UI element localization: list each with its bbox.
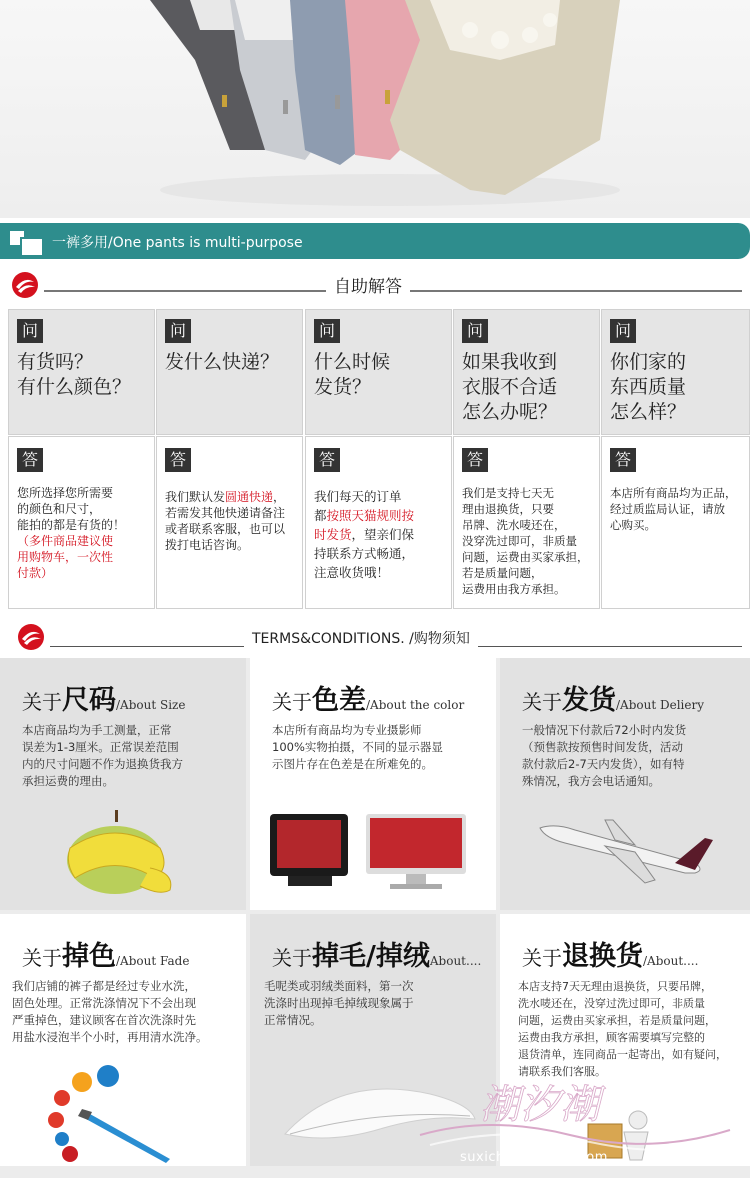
product-photo (0, 0, 750, 218)
answer-segment: 本店所有商品均为正品， 经过质监局认证，请放 心购买。 (610, 486, 737, 532)
answer-text (610, 485, 745, 533)
question-text: 什么时候 发货？ (314, 351, 391, 398)
answer-text (165, 489, 298, 553)
question-tag: 问 (165, 319, 191, 343)
faq-item (156, 309, 303, 609)
card-heading: 关于色差/About the color (272, 685, 465, 716)
terms-title: TERMS&CONDITIONS. /购物须知 (244, 628, 478, 648)
answer-tag: 答 (314, 448, 340, 472)
answer-text (462, 485, 595, 597)
answer-segment: ， 若需发其他快递请备注 或者联系客服，也可以 拨打电话咨询。 (165, 490, 286, 552)
answer-segment-red: 按照天猫规则按 时发货 (314, 508, 415, 542)
shop-url: suxichao.taobao.com (460, 1150, 608, 1165)
faq-answer-box (305, 436, 452, 609)
paint-brush-icon (40, 1064, 180, 1164)
question-tag: 问 (610, 319, 636, 343)
card-heading: 关于掉毛/掉绒About.... (272, 941, 482, 972)
faq-question-box (305, 309, 452, 435)
card-heading: 关于掉色/About Fade (22, 941, 190, 972)
brand-swirl-icon (16, 622, 46, 652)
terms-size-card (0, 658, 246, 910)
question-text: 你们家的 东西质量 怎么样？ (610, 351, 687, 423)
section-banner (0, 223, 750, 259)
monitors-icon (268, 808, 478, 893)
faq-question-box (453, 309, 600, 435)
faq-item (453, 309, 600, 609)
answer-segment-red: 圆通快递 (225, 490, 274, 504)
card-body: 本店商品均为手工测量，正常 误差为1-3厘米。正常误差范围 内的尺寸问题不作为退换货我方 承担运费的理由。 (22, 723, 183, 788)
card-heading: 关于发货/About Deliery (522, 685, 704, 716)
faq-header (0, 268, 750, 304)
card-body: 毛呢类或羽绒类面料，第一次 洗涤时出现掉毛掉绒现象属于 正常情况。 (264, 979, 414, 1027)
answer-segment: 我们默认发 (165, 490, 226, 504)
answer-text (17, 485, 150, 581)
faq-question-box (156, 309, 303, 435)
card-body: 本店所有商品均为专业摄影师 100%实物拍摄，不同的显示器显 示图片存在色差是在所难免的。 (272, 723, 443, 771)
terms-header (0, 620, 750, 656)
answer-segment-red: （多件商品建议使 用购物车，一次性 付款） (17, 534, 114, 580)
faq-item (8, 309, 155, 609)
answer-text (314, 487, 447, 582)
question-tag: 问 (17, 319, 43, 343)
tape-measure-apple-icon (60, 808, 180, 898)
answer-segment: 我们每天的订单 都 (314, 489, 402, 523)
terms-fade-card (0, 914, 246, 1166)
faq-question-box (601, 309, 750, 435)
faq-answer-box (453, 436, 600, 609)
answer-tag: 答 (610, 448, 636, 472)
square-icon (10, 231, 40, 253)
card-body: 一般情况下付款后72小时内发货 （预售款按预售时间发货，活动 款付款后2-7天内发货），如有特 殊情况，我方会电话通知。 (522, 723, 687, 788)
faq-item (601, 309, 750, 609)
card-body: 我们店铺的裤子都是经过专业水洗， 固色处理。正常洗涤情况下不会出现 严重掉色，建议顾客在首次洗涤时先 用盐水浸泡半个小时，再用清水洗净。 (12, 979, 208, 1044)
faq-answer-box (156, 436, 303, 609)
brand-swirl-icon (10, 270, 40, 300)
answer-tag: 答 (462, 448, 488, 472)
card-heading: 关于尺码/About Size (22, 685, 186, 716)
answer-segment: 您所选择您所需要 的颜色和尺寸， 能拍的都是有货的！ (17, 486, 126, 532)
terms-color-card (250, 658, 496, 910)
question-text: 发什么快递？ (165, 351, 280, 373)
faq-item (305, 309, 452, 609)
faq-answer-box (601, 436, 750, 609)
faq-title: 自助解答 (326, 272, 410, 297)
card-heading: 关于退换货/About.... (522, 941, 699, 972)
airplane-icon (535, 818, 715, 888)
svg-text:潮汐潮: 潮汐潮 (480, 1082, 600, 1128)
faq-grid (8, 309, 750, 609)
answer-segment: 我们是支持七天无 理由退换货，只要 吊牌、洗水唛还在， 没穿洗过即可，非质量 问题，运费由买家承担， 若是质量问题， 运费用由我方承担。 (462, 486, 589, 596)
answer-tag: 答 (17, 448, 43, 472)
card-body: 本店支持7天无理由退换货，只要吊牌， 洗水唛还在，没穿过洗过即可，非质量 问题，运费由买家承担，若是质量问题， 运费由我方承担，顾客需要填写完整的 退货清单，连同商品一起寄出，如有疑问， 请联系我们客服。 (518, 980, 727, 1078)
faq-question-box (8, 309, 155, 435)
faq-answer-box (8, 436, 155, 609)
question-text: 有货吗？ 有什么颜色？ (17, 351, 132, 398)
question-text: 如果我收到 衣服不合适 怎么办呢？ (462, 351, 558, 423)
answer-segment: ，望亲们保 持联系方式畅通， 注意收货哦！ (314, 527, 415, 580)
terms-delivery-card (500, 658, 750, 910)
banner-title: 一裤多用/One pants is multi-purpose (52, 235, 303, 251)
question-tag: 问 (314, 319, 340, 343)
answer-tag: 答 (165, 448, 191, 472)
question-tag: 问 (462, 319, 488, 343)
